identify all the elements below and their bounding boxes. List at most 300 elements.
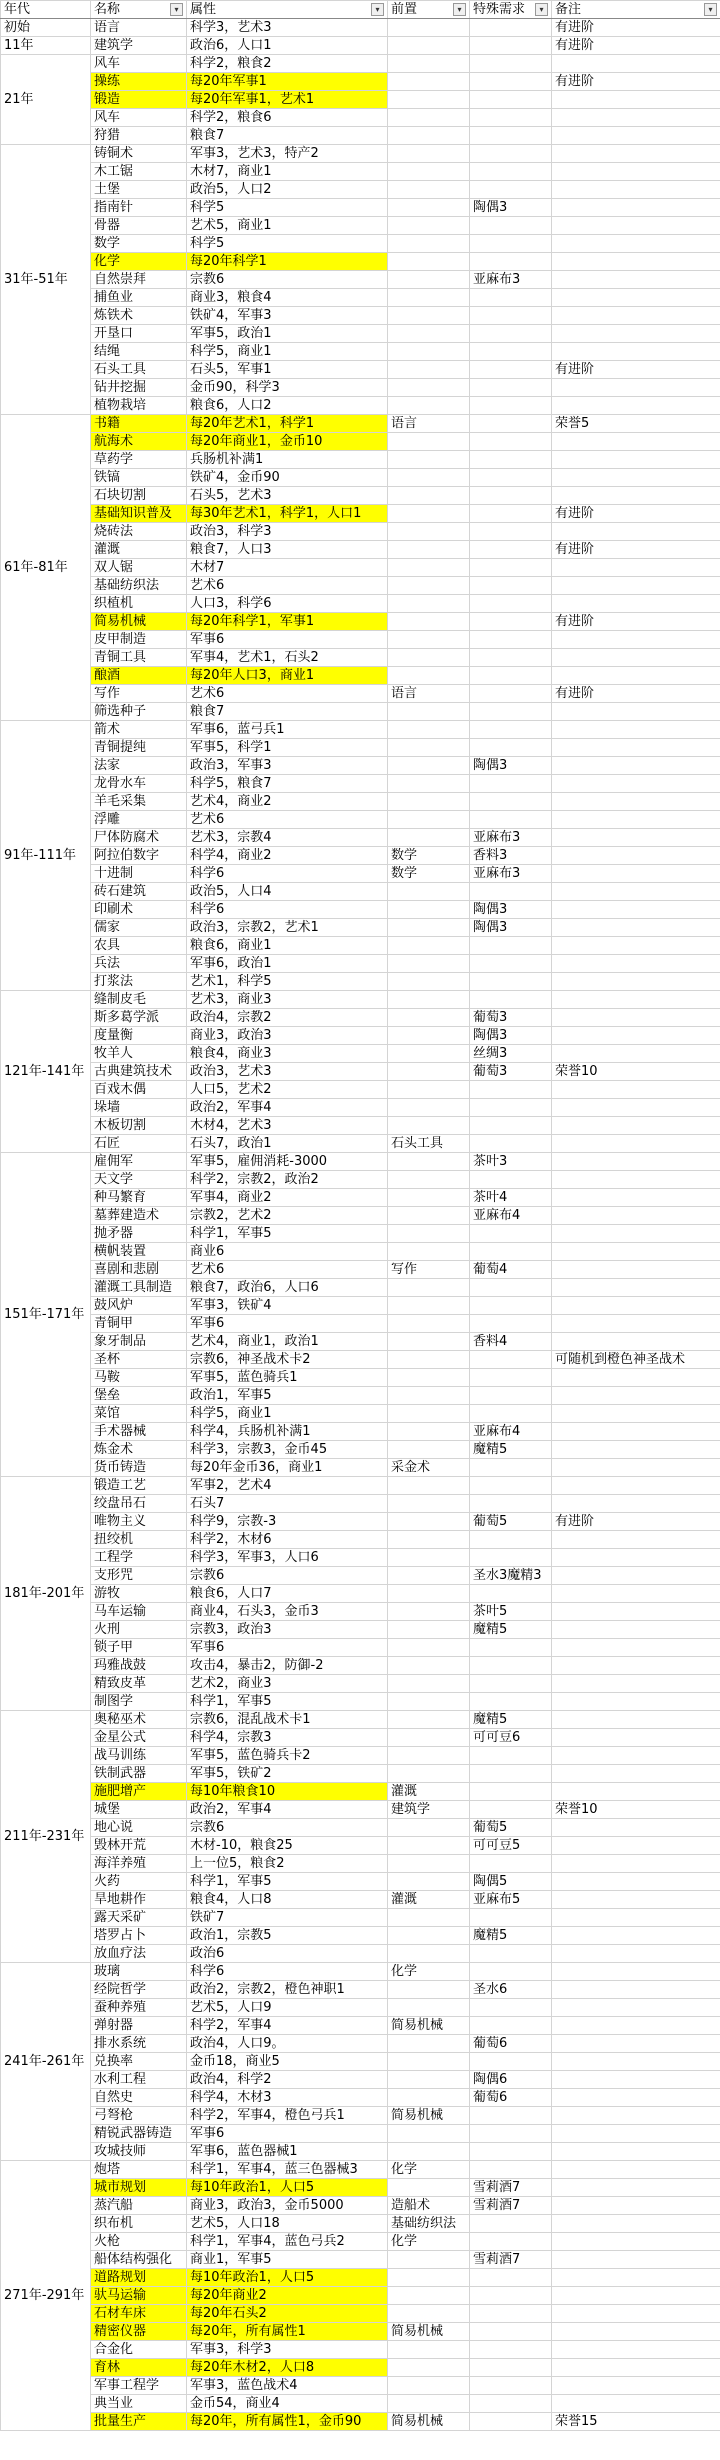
special-cell[interactable] bbox=[470, 2107, 552, 2125]
attr-cell[interactable]: 石头5，军事1 bbox=[187, 361, 388, 379]
note-cell[interactable] bbox=[552, 2143, 720, 2161]
special-cell[interactable] bbox=[470, 361, 552, 379]
special-cell[interactable] bbox=[470, 37, 552, 55]
note-cell[interactable] bbox=[552, 1567, 720, 1585]
era-cell[interactable]: 31年-51年 bbox=[1, 145, 91, 415]
attr-cell[interactable]: 科学1，军事4，蓝三色器械3 bbox=[187, 2161, 388, 2179]
prereq-cell[interactable] bbox=[388, 1837, 470, 1855]
note-cell[interactable] bbox=[552, 901, 720, 919]
note-cell[interactable] bbox=[552, 2053, 720, 2071]
name-cell[interactable]: 浮雕 bbox=[91, 811, 187, 829]
special-cell[interactable] bbox=[470, 2161, 552, 2179]
prereq-cell[interactable] bbox=[388, 2251, 470, 2269]
special-cell[interactable]: 香料3 bbox=[470, 847, 552, 865]
name-cell[interactable]: 土堡 bbox=[91, 181, 187, 199]
special-cell[interactable]: 葡萄5 bbox=[470, 1513, 552, 1531]
attr-cell[interactable]: 军事3，艺术3，特产2 bbox=[187, 145, 388, 163]
note-cell[interactable] bbox=[552, 451, 720, 469]
name-cell[interactable]: 火药 bbox=[91, 1873, 187, 1891]
special-cell[interactable] bbox=[470, 91, 552, 109]
name-cell[interactable]: 捕鱼业 bbox=[91, 289, 187, 307]
note-cell[interactable] bbox=[552, 1999, 720, 2017]
attr-cell[interactable]: 军事5，政治1 bbox=[187, 325, 388, 343]
era-cell[interactable]: 151年-171年 bbox=[1, 1153, 91, 1477]
attr-cell[interactable]: 木材4，艺术3 bbox=[187, 1117, 388, 1135]
name-cell[interactable]: 蒸汽船 bbox=[91, 2197, 187, 2215]
special-cell[interactable] bbox=[470, 379, 552, 397]
era-cell[interactable]: 11年 bbox=[1, 37, 91, 55]
special-cell[interactable] bbox=[470, 649, 552, 667]
special-cell[interactable] bbox=[470, 2413, 552, 2431]
note-cell[interactable] bbox=[552, 1891, 720, 1909]
prereq-cell[interactable] bbox=[388, 1909, 470, 1927]
attr-cell[interactable]: 军事6 bbox=[187, 1639, 388, 1657]
note-cell[interactable] bbox=[552, 1585, 720, 1603]
special-cell[interactable] bbox=[470, 1783, 552, 1801]
name-cell[interactable]: 批量生产 bbox=[91, 2413, 187, 2431]
special-cell[interactable] bbox=[470, 703, 552, 721]
note-cell[interactable] bbox=[552, 163, 720, 181]
name-cell[interactable]: 货币铸造 bbox=[91, 1459, 187, 1477]
prereq-cell[interactable] bbox=[388, 523, 470, 541]
attr-cell[interactable]: 科学2，粮食6 bbox=[187, 109, 388, 127]
special-cell[interactable] bbox=[470, 667, 552, 685]
era-cell[interactable]: 初始 bbox=[1, 19, 91, 37]
note-cell[interactable] bbox=[552, 847, 720, 865]
prereq-cell[interactable] bbox=[388, 559, 470, 577]
special-cell[interactable] bbox=[470, 2053, 552, 2071]
note-cell[interactable]: 有进阶 bbox=[552, 541, 720, 559]
note-cell[interactable] bbox=[552, 1459, 720, 1477]
name-cell[interactable]: 植物栽培 bbox=[91, 397, 187, 415]
prereq-cell[interactable]: 建筑学 bbox=[388, 1801, 470, 1819]
note-cell[interactable] bbox=[552, 1171, 720, 1189]
attr-cell[interactable]: 政治3，军事3 bbox=[187, 757, 388, 775]
special-cell[interactable] bbox=[470, 1909, 552, 1927]
note-cell[interactable] bbox=[552, 1603, 720, 1621]
special-cell[interactable] bbox=[470, 487, 552, 505]
note-cell[interactable] bbox=[552, 1315, 720, 1333]
prereq-cell[interactable]: 数学 bbox=[388, 847, 470, 865]
special-cell[interactable] bbox=[470, 1675, 552, 1693]
prereq-cell[interactable] bbox=[388, 235, 470, 253]
attr-cell[interactable]: 军事5，雇佣消耗-3000 bbox=[187, 1153, 388, 1171]
special-cell[interactable] bbox=[470, 1495, 552, 1513]
attr-cell[interactable]: 科学6 bbox=[187, 865, 388, 883]
note-cell[interactable] bbox=[552, 2233, 720, 2251]
prereq-cell[interactable] bbox=[388, 703, 470, 721]
prereq-cell[interactable] bbox=[388, 1765, 470, 1783]
prereq-cell[interactable] bbox=[388, 2305, 470, 2323]
name-cell[interactable]: 自然崇拜 bbox=[91, 271, 187, 289]
attr-cell[interactable]: 粮食7，政治6，人口6 bbox=[187, 1279, 388, 1297]
special-cell[interactable] bbox=[470, 811, 552, 829]
special-cell[interactable] bbox=[470, 433, 552, 451]
prereq-cell[interactable] bbox=[388, 1675, 470, 1693]
era-cell[interactable]: 211年-231年 bbox=[1, 1711, 91, 1963]
name-cell[interactable]: 海洋养殖 bbox=[91, 1855, 187, 1873]
special-cell[interactable] bbox=[470, 145, 552, 163]
special-cell[interactable] bbox=[470, 397, 552, 415]
prereq-cell[interactable]: 语言 bbox=[388, 415, 470, 433]
special-cell[interactable] bbox=[470, 343, 552, 361]
prereq-cell[interactable] bbox=[388, 1567, 470, 1585]
attr-cell[interactable]: 军事6 bbox=[187, 631, 388, 649]
attr-cell[interactable]: 商业3，粮食4 bbox=[187, 289, 388, 307]
name-cell[interactable]: 驮马运输 bbox=[91, 2287, 187, 2305]
prereq-cell[interactable] bbox=[388, 901, 470, 919]
attr-cell[interactable]: 科学3，军事3，人口6 bbox=[187, 1549, 388, 1567]
special-cell[interactable] bbox=[470, 2143, 552, 2161]
note-cell[interactable] bbox=[552, 1135, 720, 1153]
prereq-cell[interactable] bbox=[388, 19, 470, 37]
attr-cell[interactable]: 上一位5，粮食2 bbox=[187, 1855, 388, 1873]
special-cell[interactable]: 陶偶3 bbox=[470, 757, 552, 775]
attr-cell[interactable]: 粮食6，人口7 bbox=[187, 1585, 388, 1603]
prereq-cell[interactable] bbox=[388, 1513, 470, 1531]
name-cell[interactable]: 水利工程 bbox=[91, 2071, 187, 2089]
era-cell[interactable]: 21年 bbox=[1, 55, 91, 145]
special-cell[interactable]: 雪莉酒7 bbox=[470, 2251, 552, 2269]
name-cell[interactable]: 尸体防腐术 bbox=[91, 829, 187, 847]
special-cell[interactable]: 亚麻布4 bbox=[470, 1207, 552, 1225]
attr-cell[interactable]: 每20年军事1，艺术1 bbox=[187, 91, 388, 109]
attr-cell[interactable]: 艺术2，商业3 bbox=[187, 1675, 388, 1693]
name-cell[interactable]: 青铜甲 bbox=[91, 1315, 187, 1333]
attr-cell[interactable]: 商业6 bbox=[187, 1243, 388, 1261]
name-cell[interactable]: 铸铜术 bbox=[91, 145, 187, 163]
special-cell[interactable] bbox=[470, 1171, 552, 1189]
prereq-cell[interactable] bbox=[388, 1225, 470, 1243]
prereq-cell[interactable] bbox=[388, 271, 470, 289]
name-cell[interactable]: 骨器 bbox=[91, 217, 187, 235]
attr-cell[interactable]: 铁矿4，金币90 bbox=[187, 469, 388, 487]
attr-cell[interactable]: 每20年石头2 bbox=[187, 2305, 388, 2323]
special-cell[interactable]: 陶偶3 bbox=[470, 901, 552, 919]
note-cell[interactable]: 有进阶 bbox=[552, 1513, 720, 1531]
name-cell[interactable]: 百戏木偶 bbox=[91, 1081, 187, 1099]
attr-cell[interactable]: 政治3，科学3 bbox=[187, 523, 388, 541]
attr-cell[interactable]: 艺术4，商业2 bbox=[187, 793, 388, 811]
prereq-cell[interactable] bbox=[388, 163, 470, 181]
note-cell[interactable]: 有进阶 bbox=[552, 505, 720, 523]
name-cell[interactable]: 写作 bbox=[91, 685, 187, 703]
note-cell[interactable] bbox=[552, 2287, 720, 2305]
note-cell[interactable] bbox=[552, 1369, 720, 1387]
attr-cell[interactable]: 商业4，石头3，金币3 bbox=[187, 1603, 388, 1621]
name-cell[interactable]: 排水系统 bbox=[91, 2035, 187, 2053]
note-cell[interactable]: 有进阶 bbox=[552, 37, 720, 55]
prereq-cell[interactable] bbox=[388, 667, 470, 685]
note-cell[interactable] bbox=[552, 2251, 720, 2269]
prereq-cell[interactable]: 写作 bbox=[388, 1261, 470, 1279]
prereq-cell[interactable] bbox=[388, 451, 470, 469]
note-cell[interactable] bbox=[552, 145, 720, 163]
name-cell[interactable]: 航海术 bbox=[91, 433, 187, 451]
prereq-cell[interactable] bbox=[388, 1207, 470, 1225]
special-cell[interactable] bbox=[470, 289, 552, 307]
name-cell[interactable]: 堡垒 bbox=[91, 1387, 187, 1405]
note-cell[interactable] bbox=[552, 217, 720, 235]
era-cell[interactable]: 181年-201年 bbox=[1, 1477, 91, 1711]
attr-cell[interactable]: 每20年科学1 bbox=[187, 253, 388, 271]
note-cell[interactable] bbox=[552, 1981, 720, 1999]
prereq-cell[interactable] bbox=[388, 1315, 470, 1333]
name-cell[interactable]: 制图学 bbox=[91, 1693, 187, 1711]
attr-cell[interactable]: 粮食4，人口8 bbox=[187, 1891, 388, 1909]
attr-cell[interactable]: 艺术4，商业1，政治1 bbox=[187, 1333, 388, 1351]
name-cell[interactable]: 支形咒 bbox=[91, 1567, 187, 1585]
special-cell[interactable] bbox=[470, 955, 552, 973]
attr-cell[interactable]: 军事3，铁矿4 bbox=[187, 1297, 388, 1315]
note-cell[interactable] bbox=[552, 1387, 720, 1405]
attr-cell[interactable]: 艺术3，商业3 bbox=[187, 991, 388, 1009]
name-cell[interactable]: 玻璃 bbox=[91, 1963, 187, 1981]
name-cell[interactable]: 酿酒 bbox=[91, 667, 187, 685]
special-cell[interactable]: 亚麻布5 bbox=[470, 1891, 552, 1909]
prereq-cell[interactable] bbox=[388, 1855, 470, 1873]
note-cell[interactable] bbox=[552, 829, 720, 847]
attr-cell[interactable]: 商业1，军事5 bbox=[187, 2251, 388, 2269]
prereq-cell[interactable] bbox=[388, 1819, 470, 1837]
special-cell[interactable]: 圣水6 bbox=[470, 1981, 552, 1999]
note-cell[interactable] bbox=[552, 649, 720, 667]
name-cell[interactable]: 草药学 bbox=[91, 451, 187, 469]
filter-dropdown-icon[interactable]: ▾ bbox=[535, 3, 548, 16]
prereq-cell[interactable] bbox=[388, 1495, 470, 1513]
attr-cell[interactable]: 政治2，军事4 bbox=[187, 1801, 388, 1819]
name-cell[interactable]: 斯多葛学派 bbox=[91, 1009, 187, 1027]
name-cell[interactable]: 开垦口 bbox=[91, 325, 187, 343]
attr-cell[interactable]: 政治2，宗教2，橙色神职1 bbox=[187, 1981, 388, 1999]
attr-cell[interactable]: 艺术5，人口18 bbox=[187, 2215, 388, 2233]
special-cell[interactable]: 魔精5 bbox=[470, 1927, 552, 1945]
special-cell[interactable] bbox=[470, 2215, 552, 2233]
note-cell[interactable] bbox=[552, 1675, 720, 1693]
name-cell[interactable]: 典当业 bbox=[91, 2395, 187, 2413]
name-cell[interactable]: 放血疗法 bbox=[91, 1945, 187, 1963]
special-cell[interactable] bbox=[470, 1405, 552, 1423]
prereq-cell[interactable] bbox=[388, 595, 470, 613]
note-cell[interactable] bbox=[552, 2089, 720, 2107]
prereq-cell[interactable]: 化学 bbox=[388, 1963, 470, 1981]
name-cell[interactable]: 石材车床 bbox=[91, 2305, 187, 2323]
special-cell[interactable] bbox=[470, 1135, 552, 1153]
special-cell[interactable] bbox=[470, 55, 552, 73]
special-cell[interactable] bbox=[470, 523, 552, 541]
name-cell[interactable]: 塔罗占卜 bbox=[91, 1927, 187, 1945]
prereq-cell[interactable]: 造船术 bbox=[388, 2197, 470, 2215]
prereq-cell[interactable] bbox=[388, 1441, 470, 1459]
note-cell[interactable] bbox=[552, 1765, 720, 1783]
name-cell[interactable]: 鼓风炉 bbox=[91, 1297, 187, 1315]
attr-cell[interactable]: 宗教3，政治3 bbox=[187, 1621, 388, 1639]
note-cell[interactable] bbox=[552, 343, 720, 361]
prereq-cell[interactable] bbox=[388, 2269, 470, 2287]
prereq-cell[interactable]: 灌溉 bbox=[388, 1891, 470, 1909]
prereq-cell[interactable] bbox=[388, 1387, 470, 1405]
special-cell[interactable] bbox=[470, 163, 552, 181]
prereq-cell[interactable] bbox=[388, 91, 470, 109]
prereq-cell[interactable] bbox=[388, 1009, 470, 1027]
prereq-cell[interactable] bbox=[388, 55, 470, 73]
prereq-cell[interactable] bbox=[388, 2035, 470, 2053]
name-cell[interactable]: 火刑 bbox=[91, 1621, 187, 1639]
note-cell[interactable] bbox=[552, 2305, 720, 2323]
special-cell[interactable]: 陶偶3 bbox=[470, 919, 552, 937]
attr-cell[interactable]: 科学9，宗教-3 bbox=[187, 1513, 388, 1531]
note-cell[interactable] bbox=[552, 991, 720, 1009]
special-cell[interactable] bbox=[470, 181, 552, 199]
special-cell[interactable]: 亚麻布3 bbox=[470, 865, 552, 883]
special-cell[interactable]: 可可豆6 bbox=[470, 1729, 552, 1747]
special-cell[interactable] bbox=[470, 1693, 552, 1711]
prereq-cell[interactable]: 石头工具 bbox=[388, 1135, 470, 1153]
prereq-cell[interactable] bbox=[388, 775, 470, 793]
note-cell[interactable] bbox=[552, 757, 720, 775]
special-cell[interactable]: 陶偶5 bbox=[470, 1873, 552, 1891]
note-cell[interactable] bbox=[552, 2359, 720, 2377]
note-cell[interactable] bbox=[552, 1945, 720, 1963]
special-cell[interactable] bbox=[470, 1477, 552, 1495]
name-cell[interactable]: 弹射器 bbox=[91, 2017, 187, 2035]
name-cell[interactable]: 铁镐 bbox=[91, 469, 187, 487]
prereq-cell[interactable] bbox=[388, 199, 470, 217]
attr-cell[interactable]: 政治3，宗教2，艺术1 bbox=[187, 919, 388, 937]
prereq-cell[interactable] bbox=[388, 289, 470, 307]
prereq-cell[interactable] bbox=[388, 1153, 470, 1171]
prereq-cell[interactable] bbox=[388, 1027, 470, 1045]
note-cell[interactable] bbox=[552, 1783, 720, 1801]
special-cell[interactable] bbox=[470, 991, 552, 1009]
era-cell[interactable]: 61年-81年 bbox=[1, 415, 91, 721]
special-cell[interactable] bbox=[470, 1945, 552, 1963]
attr-cell[interactable]: 军事3，科学3 bbox=[187, 2341, 388, 2359]
name-cell[interactable]: 印刷术 bbox=[91, 901, 187, 919]
special-cell[interactable] bbox=[470, 469, 552, 487]
prereq-cell[interactable] bbox=[388, 541, 470, 559]
prereq-cell[interactable] bbox=[388, 109, 470, 127]
prereq-cell[interactable]: 简易机械 bbox=[388, 2107, 470, 2125]
name-cell[interactable]: 圣杯 bbox=[91, 1351, 187, 1369]
note-cell[interactable] bbox=[552, 325, 720, 343]
name-cell[interactable]: 基础纺织法 bbox=[91, 577, 187, 595]
attr-cell[interactable]: 科学4，木材3 bbox=[187, 2089, 388, 2107]
note-cell[interactable] bbox=[552, 1621, 720, 1639]
attr-cell[interactable]: 艺术5，人口9 bbox=[187, 1999, 388, 2017]
note-cell[interactable] bbox=[552, 577, 720, 595]
attr-cell[interactable]: 艺术6 bbox=[187, 685, 388, 703]
attr-cell[interactable]: 科学4，商业2 bbox=[187, 847, 388, 865]
note-cell[interactable] bbox=[552, 127, 720, 145]
special-cell[interactable] bbox=[470, 973, 552, 991]
attr-cell[interactable]: 政治6，人口1 bbox=[187, 37, 388, 55]
special-cell[interactable]: 可可豆5 bbox=[470, 1837, 552, 1855]
name-cell[interactable]: 城市规划 bbox=[91, 2179, 187, 2197]
name-cell[interactable]: 马鞍 bbox=[91, 1369, 187, 1387]
special-cell[interactable] bbox=[470, 415, 552, 433]
note-cell[interactable] bbox=[552, 523, 720, 541]
note-cell[interactable] bbox=[552, 2017, 720, 2035]
special-cell[interactable] bbox=[470, 2359, 552, 2377]
prereq-cell[interactable] bbox=[388, 487, 470, 505]
special-cell[interactable] bbox=[470, 1297, 552, 1315]
note-cell[interactable] bbox=[552, 703, 720, 721]
name-cell[interactable]: 蚕种养殖 bbox=[91, 1999, 187, 2017]
name-cell[interactable]: 露天采矿 bbox=[91, 1909, 187, 1927]
special-cell[interactable] bbox=[470, 1765, 552, 1783]
name-cell[interactable]: 旱地耕作 bbox=[91, 1891, 187, 1909]
name-cell[interactable]: 指南针 bbox=[91, 199, 187, 217]
note-cell[interactable] bbox=[552, 91, 720, 109]
note-cell[interactable] bbox=[552, 1837, 720, 1855]
name-cell[interactable]: 精密仪器 bbox=[91, 2323, 187, 2341]
attr-cell[interactable]: 宗教6 bbox=[187, 271, 388, 289]
special-cell[interactable] bbox=[470, 721, 552, 739]
prereq-cell[interactable] bbox=[388, 649, 470, 667]
special-cell[interactable] bbox=[470, 217, 552, 235]
note-cell[interactable] bbox=[552, 397, 720, 415]
attr-cell[interactable]: 科学3，艺术3 bbox=[187, 19, 388, 37]
note-cell[interactable] bbox=[552, 1117, 720, 1135]
name-cell[interactable]: 简易机械 bbox=[91, 613, 187, 631]
note-cell[interactable] bbox=[552, 2161, 720, 2179]
prereq-cell[interactable]: 数学 bbox=[388, 865, 470, 883]
special-cell[interactable]: 葡萄6 bbox=[470, 2035, 552, 2053]
note-cell[interactable] bbox=[552, 1873, 720, 1891]
prereq-cell[interactable] bbox=[388, 973, 470, 991]
prereq-cell[interactable] bbox=[388, 1657, 470, 1675]
name-cell[interactable]: 牧羊人 bbox=[91, 1045, 187, 1063]
name-cell[interactable]: 扭绞机 bbox=[91, 1531, 187, 1549]
name-cell[interactable]: 青铜提纯 bbox=[91, 739, 187, 757]
name-cell[interactable]: 青铜工具 bbox=[91, 649, 187, 667]
note-cell[interactable] bbox=[552, 1549, 720, 1567]
special-cell[interactable] bbox=[470, 685, 552, 703]
prereq-cell[interactable] bbox=[388, 2179, 470, 2197]
prereq-cell[interactable] bbox=[388, 307, 470, 325]
attr-cell[interactable]: 艺术6 bbox=[187, 1261, 388, 1279]
name-cell[interactable]: 基础知识普及 bbox=[91, 505, 187, 523]
attr-cell[interactable]: 每20年军事1 bbox=[187, 73, 388, 91]
prereq-cell[interactable]: 简易机械 bbox=[388, 2413, 470, 2431]
era-cell[interactable]: 271年-291年 bbox=[1, 2161, 91, 2431]
note-cell[interactable] bbox=[552, 2377, 720, 2395]
prereq-cell[interactable]: 化学 bbox=[388, 2161, 470, 2179]
prereq-cell[interactable]: 语言 bbox=[388, 685, 470, 703]
attr-cell[interactable]: 军事2，艺术4 bbox=[187, 1477, 388, 1495]
prereq-cell[interactable] bbox=[388, 37, 470, 55]
attr-cell[interactable]: 人口5，艺术2 bbox=[187, 1081, 388, 1099]
name-cell[interactable]: 军事工程学 bbox=[91, 2377, 187, 2395]
special-cell[interactable] bbox=[470, 2269, 552, 2287]
name-cell[interactable]: 烧砖法 bbox=[91, 523, 187, 541]
prereq-cell[interactable] bbox=[388, 2287, 470, 2305]
special-cell[interactable] bbox=[470, 1531, 552, 1549]
special-cell[interactable]: 亚麻布3 bbox=[470, 829, 552, 847]
note-cell[interactable] bbox=[552, 739, 720, 757]
special-cell[interactable]: 陶偶6 bbox=[470, 2071, 552, 2089]
prereq-cell[interactable] bbox=[388, 793, 470, 811]
attr-cell[interactable]: 军事5，蓝色骑兵卡2 bbox=[187, 1747, 388, 1765]
note-cell[interactable]: 可随机到橙色神圣战术 bbox=[552, 1351, 720, 1369]
name-cell[interactable]: 阿拉伯数字 bbox=[91, 847, 187, 865]
note-cell[interactable] bbox=[552, 1423, 720, 1441]
prereq-cell[interactable] bbox=[388, 1873, 470, 1891]
note-cell[interactable] bbox=[552, 2395, 720, 2413]
attr-cell[interactable]: 木材-10，粮食25 bbox=[187, 1837, 388, 1855]
special-cell[interactable] bbox=[470, 73, 552, 91]
